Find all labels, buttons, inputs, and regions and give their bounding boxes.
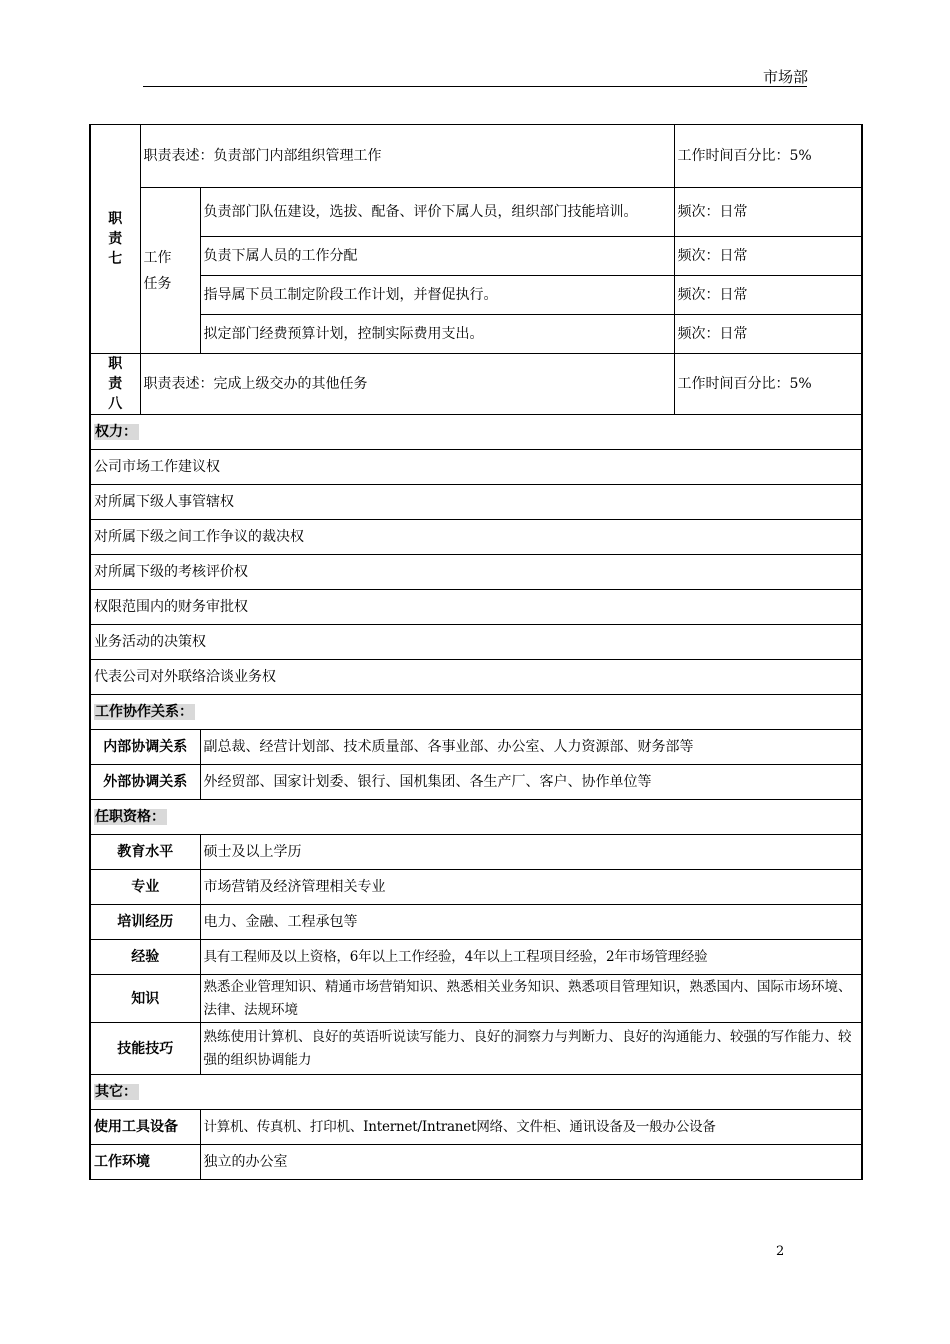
- page-number: 2: [776, 1244, 785, 1259]
- qualification-value: 熟悉企业管理知识、精通市场营销知识、熟悉相关业务知识、熟悉项目管理知识，熟悉国内、国际市场环境、法律、法规环境: [200, 975, 862, 1023]
- qualification-row: [90, 835, 862, 870]
- power-item-text: 对所属下级人事管辖权: [90, 485, 862, 520]
- power-item: [90, 555, 862, 590]
- other-value: 独立的办公室: [200, 1145, 862, 1180]
- relation-value: 副总裁、经营计划部、技术质量部、各事业部、办公室、人力资源部、财务部等: [200, 730, 862, 765]
- qualifications-title: 任职资格：: [95, 809, 165, 825]
- duty7-task-row: [90, 315, 862, 354]
- duty7-description-row: [90, 125, 862, 188]
- power-item-text: 权限范围内的财务审批权: [90, 590, 862, 625]
- qualification-label: 培训经历: [90, 905, 200, 940]
- relation-label: 内部协调关系: [90, 730, 200, 765]
- qualifications-section-header: [90, 800, 862, 835]
- qualification-value: 硕士及以上学历: [200, 835, 862, 870]
- qualification-row: [90, 905, 862, 940]
- power-item: [90, 450, 862, 485]
- other-label: 使用工具设备: [90, 1110, 200, 1145]
- page-header-title: 市场部: [762, 68, 808, 86]
- header-rule: [143, 86, 807, 87]
- qualification-value: 熟练使用计算机、良好的英语听说读写能力、良好的洞察力与判断力、良好的沟通能力、较强的写作能力、较强的组织协调能力: [200, 1023, 862, 1075]
- qualification-row: [90, 870, 862, 905]
- qualification-label: 经验: [90, 940, 200, 975]
- qualification-label: 知识: [90, 975, 200, 1023]
- power-item: [90, 520, 862, 555]
- qualification-row: [90, 1023, 862, 1075]
- other-label: 工作环境: [90, 1145, 200, 1180]
- others-title: 其它：: [95, 1084, 137, 1100]
- duty7-task-text: 指导属下员工制定阶段工作计划，并督促执行。: [200, 276, 674, 315]
- duty8-label: 职 责 八: [90, 354, 140, 415]
- relations-section-header: [90, 695, 862, 730]
- duty7-task-freq: 频次：日常: [674, 315, 862, 354]
- duty7-task-text: 拟定部门经费预算计划，控制实际费用支出。: [200, 315, 674, 354]
- duty7-description: 职责表述：负责部门内部组织管理工作: [140, 125, 674, 188]
- qualification-row: [90, 975, 862, 1023]
- powers-section-header: [90, 415, 862, 450]
- power-item-text: 对所属下级之间工作争议的裁决权: [90, 520, 862, 555]
- duty7-task-row: [90, 237, 862, 276]
- relations-title: 工作协作关系：: [95, 704, 193, 720]
- relation-row: [90, 730, 862, 765]
- duty7-time-percent: 工作时间百分比：5%: [674, 125, 862, 188]
- qualification-value: 电力、金融、工程承包等: [200, 905, 862, 940]
- power-item-text: 对所属下级的考核评价权: [90, 555, 862, 590]
- relation-label: 外部协调关系: [90, 765, 200, 800]
- qualification-row: [90, 940, 862, 975]
- duty7-task-label: 工作 任务: [140, 188, 200, 354]
- duty7-task-freq: 频次：日常: [674, 237, 862, 276]
- duty7-label: 职 责 七: [90, 125, 140, 354]
- duty8-time-percent: 工作时间百分比：5%: [674, 354, 862, 415]
- duty7-task-freq: 频次：日常: [674, 276, 862, 315]
- others-section-header: [90, 1075, 862, 1110]
- power-item: [90, 660, 862, 695]
- power-item: [90, 625, 862, 660]
- duty8-description: 职责表述：完成上级交办的其他任务: [140, 354, 674, 415]
- powers-title: 权力：: [95, 424, 137, 440]
- other-row: [90, 1110, 862, 1145]
- duty8-row: [90, 354, 862, 415]
- other-value: 计算机、传真机、打印机、Internet/Intranet网络、文件柜、通讯设备及一般办公设备: [200, 1110, 862, 1145]
- duty7-task-freq: 频次：日常: [674, 188, 862, 237]
- qualification-label: 技能技巧: [90, 1023, 200, 1075]
- power-item-text: 公司市场工作建议权: [90, 450, 862, 485]
- duty7-task-text: 负责部门队伍建设，选拔、配备、评价下属人员，组织部门技能培训。: [200, 188, 674, 237]
- relation-row: [90, 765, 862, 800]
- qualification-label: 专业: [90, 870, 200, 905]
- power-item-text: 业务活动的决策权: [90, 625, 862, 660]
- qualification-value: 市场营销及经济管理相关专业: [200, 870, 862, 905]
- duty7-task-row: [90, 188, 862, 237]
- qualification-value: 具有工程师及以上资格，6年以上工作经验，4年以上工程项目经验，2年市场管理经验: [200, 940, 862, 975]
- relation-value: 外经贸部、国家计划委、银行、国机集团、各生产厂、客户、协作单位等: [200, 765, 862, 800]
- other-row: [90, 1145, 862, 1180]
- power-item-text: 代表公司对外联络洽谈业务权: [90, 660, 862, 695]
- duty7-task-row: [90, 276, 862, 315]
- qualification-label: 教育水平: [90, 835, 200, 870]
- power-item: [90, 590, 862, 625]
- power-item: [90, 485, 862, 520]
- job-description-table: [89, 124, 863, 1180]
- duty7-task-text: 负责下属人员的工作分配: [200, 237, 674, 276]
